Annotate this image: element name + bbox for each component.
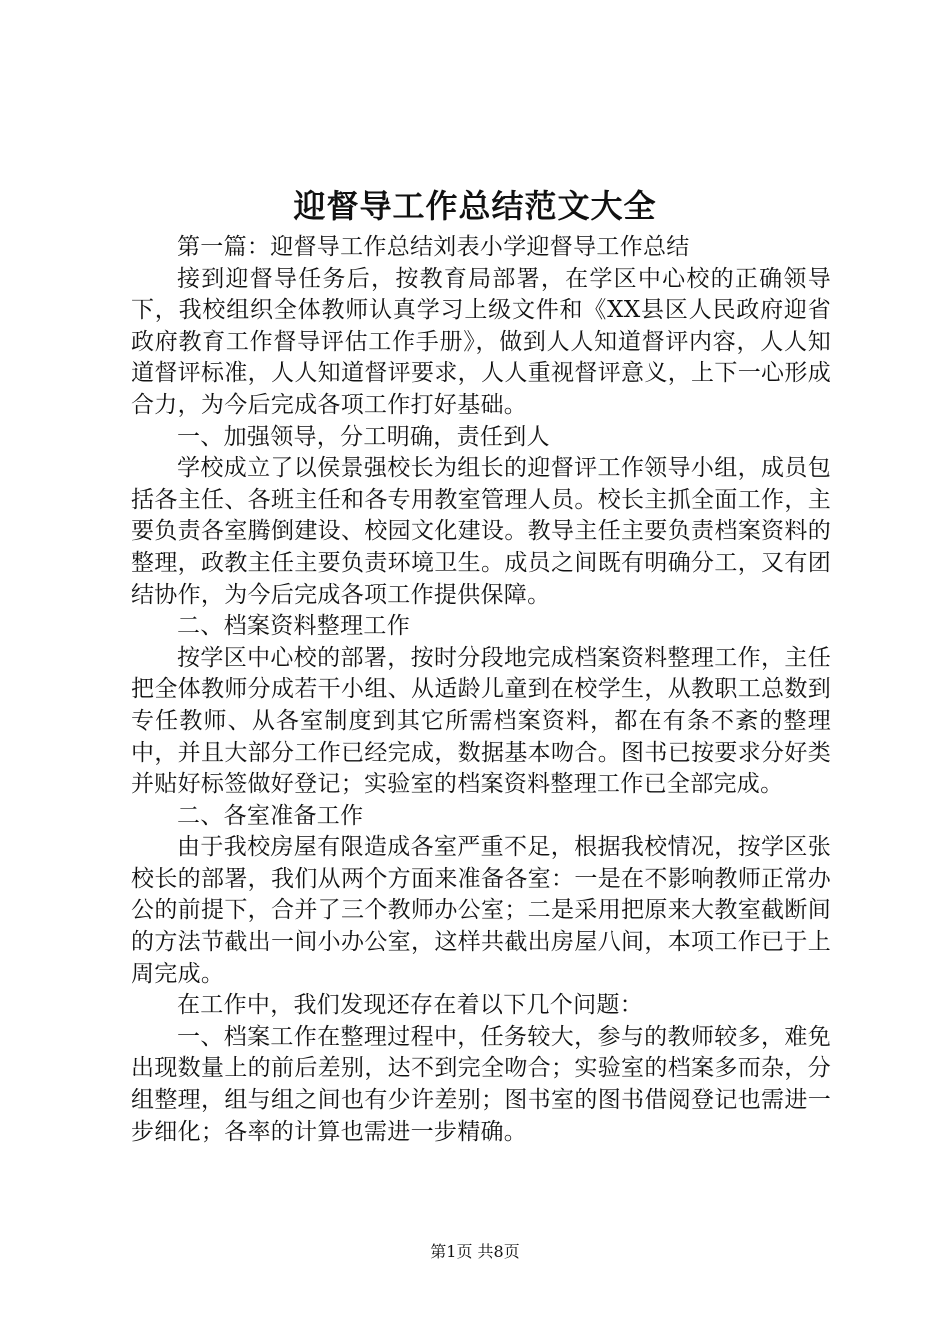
paragraph-problems-intro: 在工作中，我们发现还存在着以下几个问题： (177, 992, 643, 1019)
document-title: 迎督导工作总结范文大全 (293, 187, 657, 225)
paragraph-archives: 按学区中心校的部署，按时分段地完成档案资料整理工作，主任把全体教师分成若干小组、从适龄儿童到在校学生，从教职工总数到专任教师、从各室制度到其它所需档案资料，都在有条不紊的整理中，并且大部分工作已经完成，数据基本吻合。图书已按要求分好类并贴好标签做好登记；实验室的档案资料整理工作已全部完成。 (131, 644, 831, 798)
paragraph-intro: 接到迎督导任务后，按教育局部署，在学区中心校的正确领导下，我校组织全体教师认真学习上级文件和《XX县区人民政府迎省政府教育工作督导评估工作手册》，做到人人知道督评内容，人人知道督评标准，人人知道督评要求，人人重视督评意义，上下一心形成合力，为今后完成各项工作打好基础。 (131, 265, 831, 418)
page-number: 第1页 共8页 (430, 1242, 520, 1261)
document-body (131, 232, 831, 1148)
paragraph-rooms: 由于我校房屋有限造成各室严重不足，根据我校情况，按学区张校长的部署，我们从两个方面来准备各室：一是在不影响教师正常办公的前提下，合并了三个教师办公室；二是采用把原来大教室截断间的方法节截出一间小办公室，这样共截出房屋八间，本项工作已于上周完成。 (131, 834, 831, 987)
paragraph-problem-one: 一、档案工作在整理过程中，任务较大，参与的教师较多，难免出现数量上的前后差别，达不到完全吻合；实验室的档案多而杂，分组整理，组与组之间也有少许差别；图书室的图书借阅登记也需进一步细化；各率的计算也需进一步精确。 (131, 1023, 831, 1145)
paragraph-heading-rooms: 二、各室准备工作 (177, 802, 364, 829)
paragraph-leadership: 学校成立了以侯景强校长为组长的迎督评工作领导小组，成员包括各主任、各班主任和各专用教室管理人员。校长主抓全面工作，主要负责各室腾倒建设、校园文化建设。教导主任主要负责档案资料的整理，政教主任主要负责环境卫生。成员之间既有明确分工，又有团结协作，为今后完成各项工作提供保障。 (131, 455, 831, 608)
paragraph-heading-archives: 二、档案资料整理工作 (177, 613, 410, 640)
paragraph-section-heading: 第一篇：迎督导工作总结刘表小学迎督导工作总结 (177, 234, 690, 260)
paragraph-heading-leadership: 一、加强领导，分工明确，责任到人 (177, 423, 550, 450)
